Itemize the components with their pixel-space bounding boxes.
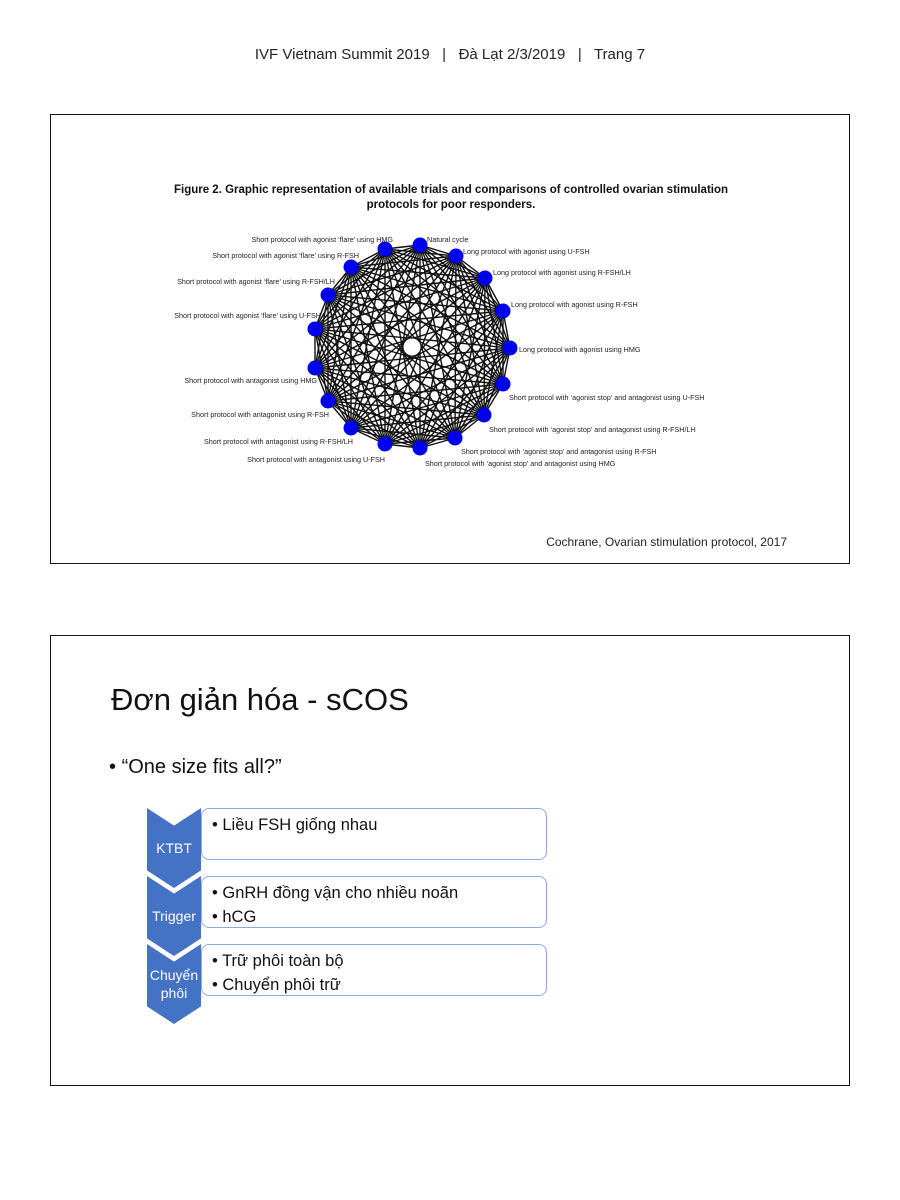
step-box <box>201 944 547 996</box>
network-edge <box>385 311 503 444</box>
step-label: KTBT <box>156 840 192 856</box>
network-node <box>321 394 336 409</box>
network-node <box>449 249 464 264</box>
slide-scos <box>50 635 850 1086</box>
citation: Cochrane, Ovarian stimulation protocol, 2017 <box>546 535 787 549</box>
network-node <box>378 437 393 452</box>
network-node <box>413 238 428 253</box>
slide-bullet: • “One size fits all?” <box>109 756 282 778</box>
node-label: Short protocol with agonist ‘flare’ using U-FSH <box>174 311 321 320</box>
step-item: • Trữ phôi toàn bộ <box>212 949 546 973</box>
node-label: Long protocol with agonist using R-FSH/LH <box>493 268 631 277</box>
node-label: Short protocol with ‘agonist stop’ and antagonist using HMG <box>425 459 616 468</box>
step-label <box>147 966 201 1002</box>
step-label-line-2: phôi <box>160 985 188 1001</box>
network-node <box>477 408 492 423</box>
figure-title-line-2: protocols for poor responders. <box>366 199 536 211</box>
page-header: IVF Vietnam Summit 2019 | Đà Lạt 2/3/2019 | Trang 7 <box>254 46 646 63</box>
node-label: Long protocol with agonist using R-FSH <box>511 300 638 309</box>
network-node <box>503 341 518 356</box>
node-label: Short protocol with ‘agonist stop’ and antagonist using R-FSH <box>461 447 657 456</box>
network-node <box>344 421 359 436</box>
step-item: • hCG <box>212 905 546 929</box>
node-label: Short protocol with antagonist using U-FSH <box>247 455 385 464</box>
node-label: Natural cycle <box>427 235 469 244</box>
network-node <box>496 377 511 392</box>
network-node <box>321 288 336 303</box>
step-box <box>201 876 547 928</box>
slide-title: Đơn giản hóa - sCOS <box>111 682 409 717</box>
step-item: • Chuyển phôi trữ <box>212 973 546 997</box>
network-node <box>496 304 511 319</box>
node-label: Long protocol with agonist using HMG <box>519 345 641 354</box>
step-box <box>201 808 547 860</box>
network-node <box>308 322 323 337</box>
node-label: Short protocol with agonist ‘flare’ using HMG <box>251 235 393 244</box>
network-node <box>413 441 428 456</box>
center-node <box>403 338 421 356</box>
node-label: Short protocol with antagonist using R-FSH <box>191 410 329 419</box>
node-label: Short protocol with ‘agonist stop’ and antagonist using U-FSH <box>509 393 705 402</box>
node-label: Short protocol with ‘agonist stop’ and antagonist using R-FSH/LH <box>489 425 696 434</box>
node-label: Short protocol with antagonist using R-FSH/LH <box>203 437 353 446</box>
step-item: • GnRH đồng vận cho nhiều noãn <box>212 881 546 905</box>
network-node <box>478 271 493 286</box>
network-node <box>308 361 323 376</box>
slide-network-figure <box>50 114 850 564</box>
network-node <box>344 260 359 275</box>
figure-title <box>111 183 791 213</box>
network-node <box>448 431 463 446</box>
step-label: Trigger <box>152 908 196 924</box>
figure-title-line-1: Figure 2. Graphic representation of available trials and comparisons of controlled ovarian stimulation <box>173 184 729 196</box>
node-label: Long protocol with agonist using U-FSH <box>463 247 590 256</box>
step-item: • Liều FSH giống nhau <box>212 813 546 837</box>
node-label: Short protocol with antagonist using HMG <box>184 376 317 385</box>
node-label: Short protocol with agonist ‘flare’ using R-FSH/LH <box>177 277 335 286</box>
step-label-line-1: Chuyển <box>149 967 199 983</box>
node-label: Short protocol with agonist ‘flare’ using R-FSH <box>212 251 359 260</box>
network-edge <box>484 278 485 415</box>
slide-bullet-text: “One size fits all?” <box>121 756 282 778</box>
